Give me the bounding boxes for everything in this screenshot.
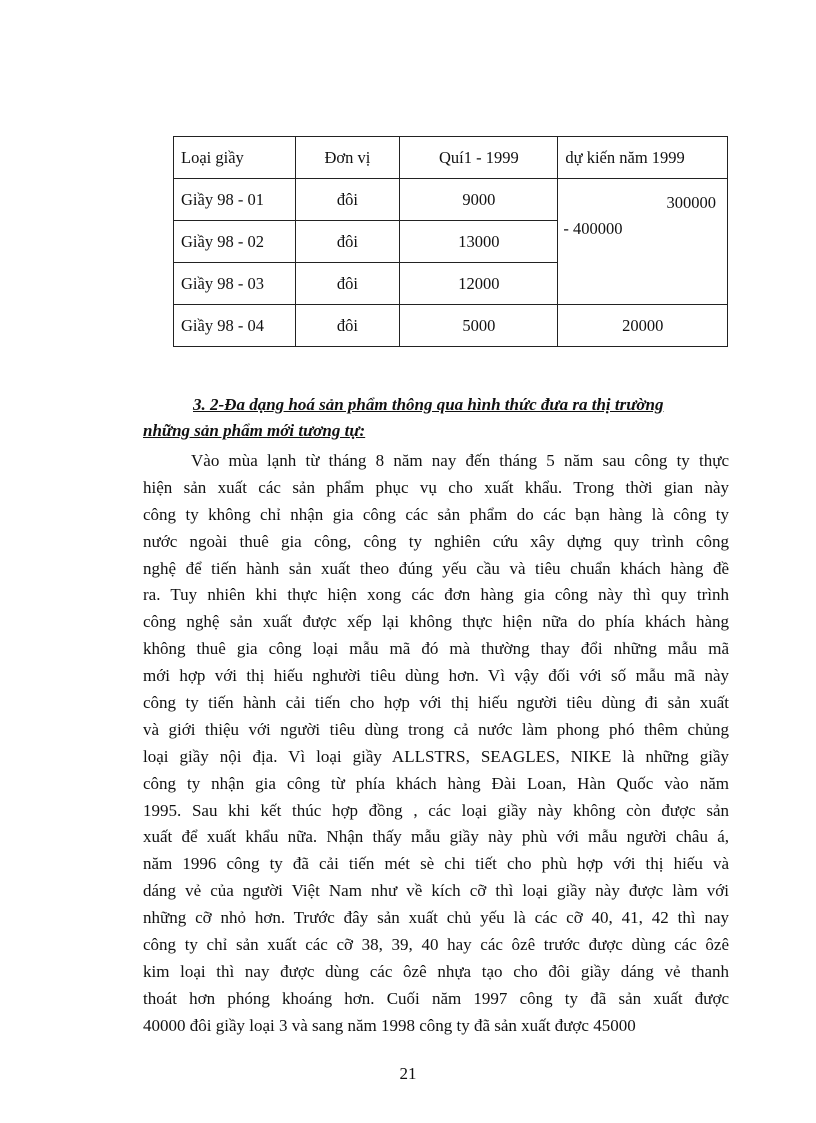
paragraph-line: những cỡ nhỏ hơn. Trước đây sản xuất chủ yếu là các cỡ 40, 41, 42 thì nay bbox=[143, 908, 729, 928]
paragraph-line: công ty chỉ sản xuất các cỡ 38, 39, 40 hay các ôzê trước được dùng các ôzê bbox=[143, 935, 729, 955]
paragraph-line: thoát hơn phóng khoáng hơn. Cuối năm 1997 công ty đã sản xuất được bbox=[143, 988, 729, 1008]
paragraph-line: công ty nhận gia công từ phía khách hàng Đài Loan, Hàn Quốc vào năm bbox=[143, 773, 729, 793]
cell-shoe-type: Giầy 98 - 02 bbox=[174, 221, 296, 263]
cell-unit: đôi bbox=[295, 305, 400, 347]
cell-q1: 5000 bbox=[400, 305, 558, 347]
paragraph-line: ra. Tuy nhiên khi thực hiện xong các đơn hàng gia công này thì quy trình bbox=[143, 585, 729, 605]
cell-q1: 12000 bbox=[400, 263, 558, 305]
cell-forecast: 20000 bbox=[558, 305, 728, 347]
paragraph-line: mới hợp với thị hiếu nghười tiêu dùng hơn. Vì vậy đối với số mẫu mã này bbox=[143, 666, 729, 686]
page-number: 21 bbox=[399, 1064, 417, 1083]
body-paragraph bbox=[143, 448, 729, 1040]
header-unit: Đơn vị bbox=[295, 137, 400, 179]
table-row bbox=[174, 305, 728, 347]
paragraph-line: Vào mùa lạnh từ tháng 8 năm nay đến tháng 5 năm sau công ty thực bbox=[191, 451, 729, 470]
paragraph-line: nước ngoài thuê gia công, công ty nghiên cứu xây dựng quy trình công bbox=[143, 531, 729, 551]
paragraph-line: công ty tiến hành cải tiến cho hợp với thị hiếu người tiêu dùng đi sản xuất bbox=[143, 693, 729, 713]
cell-unit: đôi bbox=[295, 263, 400, 305]
paragraph-line: nghệ để tiến hành sản xuất theo đúng yếu cầu và tiêu chuẩn khách hàng đề bbox=[143, 558, 729, 578]
paragraph-line: 1995. Sau khi kết thúc hợp đồng , các loại giầy này không còn được sản bbox=[143, 800, 729, 820]
paragraph-line: 40000 đôi giầy loại 3 và sang năm 1998 công ty đã sản xuất được 45000 bbox=[143, 1015, 636, 1035]
section-heading-line: những sản phẩm mới tương tự: bbox=[143, 421, 366, 440]
paragraph-line: công ty không chỉ nhận gia công các sản phẩm do các bạn hàng là công ty bbox=[143, 504, 729, 524]
table-row bbox=[174, 179, 728, 221]
cell-shoe-type: Giầy 98 - 03 bbox=[174, 263, 296, 305]
cell-forecast-merged bbox=[558, 179, 728, 305]
paragraph-line: không thuê gia công loại mẫu mã đó mà thường thay đổi những mẫu mã bbox=[143, 639, 729, 659]
paragraph-line: loại giầy nội địa. Vì loại giầy ALLSTRS, SEAGLES, NIKE là những giầy bbox=[143, 746, 729, 766]
cell-q1: 13000 bbox=[400, 221, 558, 263]
section-heading bbox=[143, 392, 733, 444]
paragraph-line: và giới thiệu với người tiêu dùng trong cả nước làm phong phó thêm chủng bbox=[143, 719, 729, 739]
header-forecast-1999: dự kiến năm 1999 bbox=[558, 137, 728, 179]
header-shoe-type: Loại giầy bbox=[174, 137, 296, 179]
paragraph-line: công nghệ sản xuất được xếp lại không thực hiện nữa do phía khách hàng bbox=[143, 612, 729, 632]
paragraph-line: xuất để xuất khẩu nữa. Nhận thấy mẫu giầy này phù với mẫu người châu á, bbox=[143, 827, 729, 847]
cell-unit: đôi bbox=[295, 179, 400, 221]
cell-shoe-type: Giầy 98 - 04 bbox=[174, 305, 296, 347]
forecast-range-start: 300000 bbox=[666, 193, 716, 212]
header-q1-1999: Quí1 - 1999 bbox=[400, 137, 558, 179]
paragraph-line: năm 1996 công ty đã cải tiến mét sè chi tiết cho phù hợp với thị hiếu và bbox=[143, 854, 729, 874]
cell-unit: đôi bbox=[295, 221, 400, 263]
forecast-range-end: - 400000 bbox=[563, 219, 623, 238]
paragraph-line: dáng vẻ của người Việt Nam như về kích cỡ thì loại giầy này được làm với bbox=[143, 881, 729, 901]
paragraph-line: hiện sản xuất các sản phẩm phục vụ cho xuất khẩu. Trong thời gian này bbox=[143, 477, 729, 497]
paragraph-line: kim loại thì nay được dùng các ôzê nhựa tạo cho đôi giầy dáng vẻ thanh bbox=[143, 961, 729, 981]
cell-q1: 9000 bbox=[400, 179, 558, 221]
section-heading-line: 3. 2-Đa dạng hoá sản phẩm thông qua hình thức đưa ra thị trường bbox=[193, 395, 664, 414]
table-header-row bbox=[174, 137, 728, 179]
cell-shoe-type: Giầy 98 - 01 bbox=[174, 179, 296, 221]
production-table bbox=[173, 136, 728, 347]
